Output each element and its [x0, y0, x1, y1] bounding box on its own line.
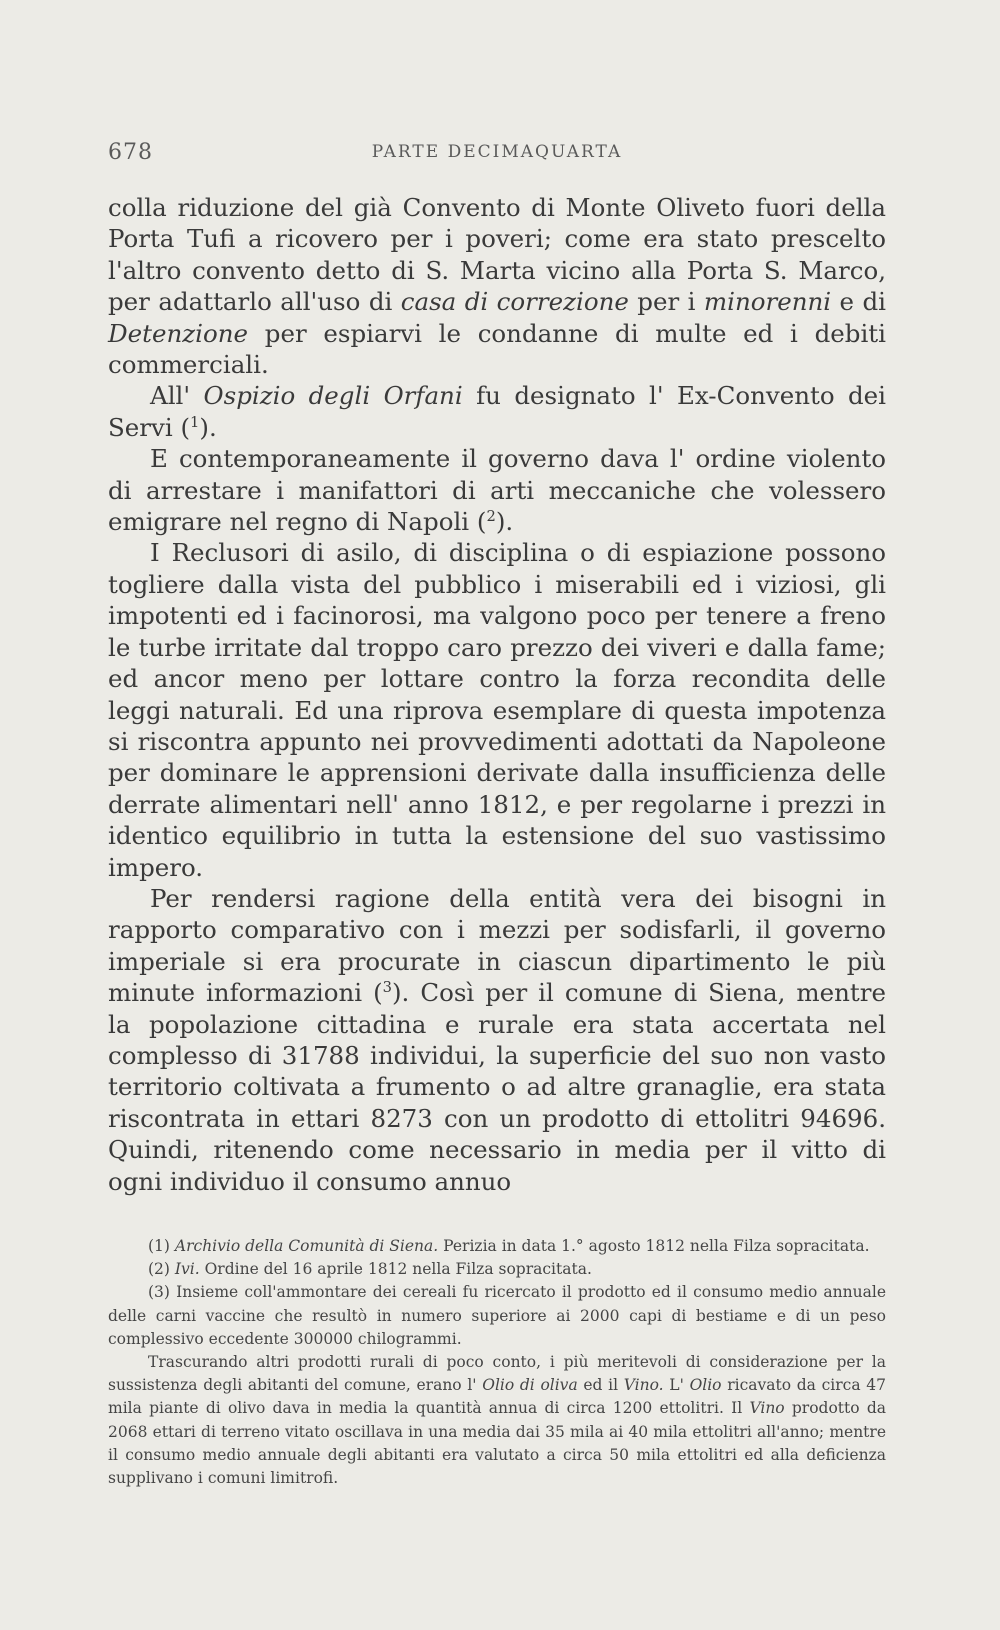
page-number: 678 [108, 140, 153, 165]
book-page [108, 140, 886, 1490]
page-header [108, 140, 886, 172]
paragraph-2: All' Ospizio degli Orfani fu designato l' Ex-Convento dei Servi ($^1$). [108, 381, 887, 442]
footnote-ref-2: 2 [486, 507, 496, 525]
footnote-1: (1) Archivio della Comunità di Siena. Perizia in data 1.° agosto 1812 nella Filza sopracitata. [148, 1237, 870, 1255]
body-text [108, 192, 886, 1197]
footnote-ref-1: 1 [190, 413, 200, 431]
paragraph-3: E contemporaneamente il governo dava l' ordine violento di arrestare i manifattori di arti meccaniche che volessero emigrare nel regno di Napoli ($^2$). [108, 444, 886, 537]
paragraph-4: I Reclusori di asilo, di disciplina o di espiazione possono togliere dalla vista del pubblico i miserabili ed i viziosi, gli impotenti ed i facinorosi, ma valgono poco per tenere a freno le turbe irritate dal troppo caro prezzo dei viveri e dalla fame; ed ancor meno per lottare contro la forza recondita delle leggi naturali. Ed una riprova esemplare di questa impotenza si riscontra appunto nei provvedimenti adottati da Napoleone per dominare le apprensioni derivate dalla insufficienza delle derrate alimentari nell' anno 1812, e per regolarne i prezzi in identico equilibrio in tutta la estensione del suo vastissimo impero. [108, 538, 886, 882]
running-title: PARTE DECIMAQUARTA [371, 142, 623, 162]
footnotes [108, 1235, 886, 1490]
paragraph-1: colla riduzione del già Convento di Monte Oliveto fuori della Porta Tufi a ricovero per i poveri; come era stato prescelto l'altro convento detto di S. Marta vicino alla Porta S. Marco, per adattarlo all'uso di casa di correzione per i minorenni e di Detenzione per espiarvi le condanne di multe ed i debiti commerciali. [108, 193, 887, 380]
paragraph-5: Per rendersi ragione della entità vera dei bisogni in rapporto comparativo con i mezzi per sodisfarli, il governo imperiale si era procurate in ciascun dipartimento le più minute informazioni ($^3$). Così per il comune di Siena, mentre la popolazione cittadina e rurale era stata accertata nel complesso di 31788 individui, la superficie del suo non vasto territorio coltivata a frumento o ad altre granaglie, era stata riscontrata in ettari 8273 con un prodotto di ettolitri 94696. Quindi, ritenendo come necessario in media per il vitto di ogni individuo il consumo annuo [108, 883, 886, 1196]
footnote-ref-3: 3 [382, 979, 392, 996]
footnote-3-continued: Trascurando altri prodotti rurali di poco conto, i più meritevoli di considerazione per la sussistenza degli abitanti del comune, erano l' Olio di oliva ed il Vino. L' Olio ricavato da circa 47 mila piante di olivo dava in media la quantità annua di circa 1200 ettolitri. Il Vino prodotto da 2068 ettari di terreno vitato oscillava in una media dai 35 mila ai 40 mila ettolitri all'anno; mentre il consumo medio annuale degli abitanti era valutato a circa 50 mila ettolitri ed alla deficienza supplivano i comuni limitrofi. [108, 1353, 886, 1488]
footnote-3: (3) Insieme coll'ammontare dei cereali fu ricercato il prodotto ed il consumo medio annuale delle carni vaccine che resultò in numero superiore ai 2000 capi di bestiame e di un peso complessivo eccedente 300000 chilogrammi. [108, 1283, 886, 1348]
footnote-2: (2) Ivi. Ordine del 16 aprile 1812 nella Filza sopracitata. [148, 1260, 592, 1279]
